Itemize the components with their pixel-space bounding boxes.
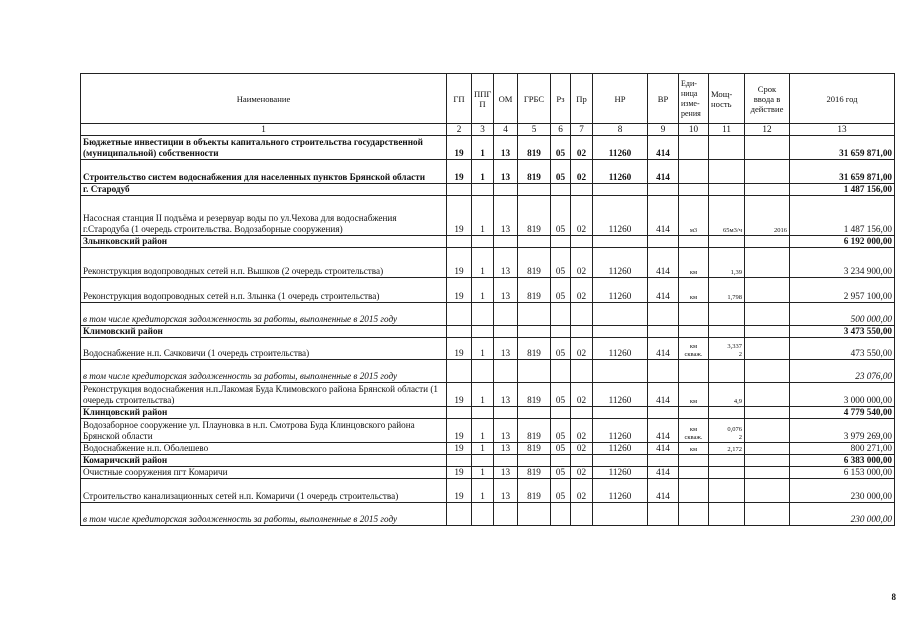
row-name: Реконструкция водоснабжения н.п.Лакомая Буда Климовского района Брянской области (1 очередь строительства) — [81, 383, 447, 407]
cell-term — [745, 160, 790, 184]
cell-nr — [593, 407, 648, 419]
cell-gp: 19 — [447, 467, 472, 479]
table-row — [81, 236, 895, 248]
cell-grbs: 819 — [518, 248, 551, 278]
cell-ppg: 1 — [472, 136, 494, 160]
cell-vr — [648, 236, 679, 248]
cell-pr — [571, 326, 593, 338]
cell-vr: 414 — [648, 419, 679, 443]
page-number: 8 — [891, 592, 896, 602]
budget-table — [80, 73, 895, 526]
table-body — [81, 136, 895, 526]
table-row — [81, 184, 895, 196]
cell-ppg — [472, 407, 494, 419]
cell-term — [745, 455, 790, 467]
cell-term — [745, 383, 790, 407]
column-number: 11 — [709, 124, 745, 136]
cell-grbs: 819 — [518, 196, 551, 236]
cell-power: 2,172 — [709, 443, 745, 455]
cell-unit — [679, 326, 709, 338]
cell-rz: 05 — [551, 467, 571, 479]
cell-sum: 6 192 000,00 — [790, 236, 895, 248]
row-name: Водозаборное сооружение ул. Плауновка в н.п. Смотрова Буда Клинцовского района Брянской области — [81, 419, 447, 443]
cell-om — [494, 360, 518, 383]
cell-sum: 31 659 871,00 — [790, 160, 895, 184]
table-row — [81, 303, 895, 326]
cell-pr: 02 — [571, 479, 593, 503]
row-name: в том числе кредиторская задолженность за работы, выполненные в 2015 году — [81, 503, 447, 526]
cell-power: 0,076 2 — [709, 419, 745, 443]
cell-rz: 05 — [551, 248, 571, 278]
cell-sum: 4 779 540,00 — [790, 407, 895, 419]
col-om-header: ОМ — [494, 74, 518, 124]
cell-sum: 473 550,00 — [790, 338, 895, 360]
cell-ppg: 1 — [472, 196, 494, 236]
cell-term — [745, 407, 790, 419]
cell-grbs — [518, 303, 551, 326]
row-name: Реконструкция водопроводных сетей н.п. Вышков (2 очередь строительства) — [81, 248, 447, 278]
cell-rz — [551, 455, 571, 467]
table-row — [81, 383, 895, 407]
table-row — [81, 360, 895, 383]
cell-pr: 02 — [571, 443, 593, 455]
col-ppg-header: ППГ П — [472, 74, 494, 124]
cell-gp — [447, 236, 472, 248]
cell-grbs: 819 — [518, 467, 551, 479]
cell-om: 13 — [494, 419, 518, 443]
row-name: Клинцовский район — [81, 407, 447, 419]
cell-ppg: 1 — [472, 338, 494, 360]
column-number: 9 — [648, 124, 679, 136]
cell-pr — [571, 455, 593, 467]
cell-unit — [679, 467, 709, 479]
cell-nr: 11260 — [593, 160, 648, 184]
cell-om: 13 — [494, 443, 518, 455]
cell-power — [709, 407, 745, 419]
cell-gp: 19 — [447, 338, 472, 360]
cell-pr — [571, 407, 593, 419]
cell-pr — [571, 303, 593, 326]
table-row — [81, 407, 895, 419]
cell-ppg — [472, 236, 494, 248]
col-unit-header: Еди- ница изме- рения — [679, 74, 709, 124]
col-power-header: Мощ- ность — [709, 74, 745, 124]
cell-nr — [593, 455, 648, 467]
row-name: г. Стародуб — [81, 184, 447, 196]
cell-vr: 414 — [648, 443, 679, 455]
cell-sum: 23 076,00 — [790, 360, 895, 383]
cell-ppg: 1 — [472, 443, 494, 455]
cell-pr: 02 — [571, 383, 593, 407]
column-number: 13 — [790, 124, 895, 136]
cell-power — [709, 455, 745, 467]
table-row — [81, 248, 895, 278]
cell-ppg: 1 — [472, 419, 494, 443]
cell-gp — [447, 455, 472, 467]
cell-vr: 414 — [648, 278, 679, 303]
row-name: в том числе кредиторская задолженность за работы, выполненные в 2015 году — [81, 360, 447, 383]
cell-power — [709, 467, 745, 479]
cell-sum: 3 979 269,00 — [790, 419, 895, 443]
cell-unit — [679, 303, 709, 326]
cell-unit: км — [679, 278, 709, 303]
cell-nr: 11260 — [593, 278, 648, 303]
col-year-header: 2016 год — [790, 74, 895, 124]
cell-power: 65м3/ч — [709, 196, 745, 236]
cell-nr: 11260 — [593, 338, 648, 360]
cell-grbs — [518, 407, 551, 419]
cell-nr: 11260 — [593, 136, 648, 160]
cell-grbs: 819 — [518, 443, 551, 455]
cell-rz: 05 — [551, 196, 571, 236]
cell-pr — [571, 184, 593, 196]
cell-unit — [679, 160, 709, 184]
header-row — [81, 74, 895, 124]
cell-ppg: 1 — [472, 160, 494, 184]
cell-nr — [593, 236, 648, 248]
col-gp-header: ГП — [447, 74, 472, 124]
table-row — [81, 338, 895, 360]
cell-rz: 05 — [551, 136, 571, 160]
cell-grbs — [518, 503, 551, 526]
cell-gp: 19 — [447, 136, 472, 160]
cell-power — [709, 303, 745, 326]
row-name: Строительство канализационных сетей н.п. Комаричи (1 очередь строительства) — [81, 479, 447, 503]
cell-gp — [447, 303, 472, 326]
col-nr-header: НР — [593, 74, 648, 124]
row-name: Строительство систем водоснабжения для населенных пунктов Брянской области — [81, 160, 447, 184]
cell-om — [494, 503, 518, 526]
cell-rz — [551, 407, 571, 419]
cell-term — [745, 136, 790, 160]
cell-term: 2016 — [745, 196, 790, 236]
row-name: в том числе кредиторская задолженность за работы, выполненные в 2015 году — [81, 303, 447, 326]
column-number: 10 — [679, 124, 709, 136]
cell-om: 13 — [494, 338, 518, 360]
column-number: 7 — [571, 124, 593, 136]
cell-vr: 414 — [648, 383, 679, 407]
cell-vr: 414 — [648, 479, 679, 503]
cell-gp — [447, 184, 472, 196]
row-name: Бюджетные инвестиции в объекты капитального строительства государственной (муниципальной) собственности — [81, 136, 447, 160]
col-rz-header: Рз — [551, 74, 571, 124]
cell-power — [709, 136, 745, 160]
cell-sum: 1 487 156,00 — [790, 196, 895, 236]
cell-vr — [648, 184, 679, 196]
cell-term — [745, 338, 790, 360]
cell-vr: 414 — [648, 160, 679, 184]
cell-grbs — [518, 236, 551, 248]
table-row — [81, 503, 895, 526]
cell-ppg — [472, 184, 494, 196]
cell-vr — [648, 303, 679, 326]
cell-pr: 02 — [571, 160, 593, 184]
cell-unit: км скваж. — [679, 338, 709, 360]
cell-power — [709, 160, 745, 184]
cell-grbs — [518, 326, 551, 338]
cell-grbs: 819 — [518, 479, 551, 503]
cell-pr — [571, 503, 593, 526]
table-row — [81, 443, 895, 455]
row-name: Насосная станция II подъёма и резервуар воды по ул.Чехова для водоснабжения г.Стародуба (1 очередь строительства. Водозаборные сооружения) — [81, 196, 447, 236]
cell-vr — [648, 326, 679, 338]
cell-rz: 05 — [551, 338, 571, 360]
cell-power: 1,798 — [709, 278, 745, 303]
cell-rz: 05 — [551, 443, 571, 455]
cell-om: 13 — [494, 278, 518, 303]
cell-pr: 02 — [571, 248, 593, 278]
cell-om — [494, 184, 518, 196]
column-number: 12 — [745, 124, 790, 136]
cell-power: 1,39 — [709, 248, 745, 278]
cell-sum: 3 234 900,00 — [790, 248, 895, 278]
cell-grbs — [518, 184, 551, 196]
cell-vr: 414 — [648, 248, 679, 278]
cell-ppg: 1 — [472, 467, 494, 479]
cell-term — [745, 184, 790, 196]
cell-sum: 230 000,00 — [790, 479, 895, 503]
cell-nr: 11260 — [593, 467, 648, 479]
cell-power: 4,9 — [709, 383, 745, 407]
cell-rz: 05 — [551, 160, 571, 184]
cell-ppg: 1 — [472, 383, 494, 407]
cell-sum: 6 383 000,00 — [790, 455, 895, 467]
cell-sum: 230 000,00 — [790, 503, 895, 526]
row-name: Очистные сооружения пгт Комаричи — [81, 467, 447, 479]
cell-power — [709, 479, 745, 503]
cell-unit — [679, 184, 709, 196]
cell-gp — [447, 326, 472, 338]
cell-rz — [551, 236, 571, 248]
cell-nr: 11260 — [593, 383, 648, 407]
col-grbs-header: ГРБС — [518, 74, 551, 124]
cell-unit: м3 — [679, 196, 709, 236]
cell-gp: 19 — [447, 196, 472, 236]
cell-om — [494, 455, 518, 467]
cell-om — [494, 303, 518, 326]
cell-vr — [648, 360, 679, 383]
cell-gp: 19 — [447, 419, 472, 443]
cell-sum: 3 000 000,00 — [790, 383, 895, 407]
cell-nr — [593, 503, 648, 526]
cell-grbs: 819 — [518, 160, 551, 184]
table-row — [81, 479, 895, 503]
cell-gp — [447, 407, 472, 419]
col-pr-header: Пр — [571, 74, 593, 124]
cell-term — [745, 248, 790, 278]
cell-gp: 19 — [447, 479, 472, 503]
cell-unit — [679, 503, 709, 526]
cell-gp: 19 — [447, 278, 472, 303]
cell-sum: 3 473 550,00 — [790, 326, 895, 338]
cell-grbs: 819 — [518, 419, 551, 443]
row-name: Климовский район — [81, 326, 447, 338]
cell-term — [745, 443, 790, 455]
cell-ppg — [472, 303, 494, 326]
cell-term — [745, 467, 790, 479]
cell-unit: км скваж. — [679, 419, 709, 443]
cell-pr: 02 — [571, 136, 593, 160]
cell-sum: 800 271,00 — [790, 443, 895, 455]
cell-unit — [679, 455, 709, 467]
cell-rz — [551, 503, 571, 526]
cell-nr: 11260 — [593, 479, 648, 503]
row-name: Водоснабжение н.п. Сачковичи (1 очередь строительства) — [81, 338, 447, 360]
column-numbers-row — [81, 124, 895, 136]
cell-gp — [447, 503, 472, 526]
column-number: 6 — [551, 124, 571, 136]
cell-grbs — [518, 360, 551, 383]
cell-grbs: 819 — [518, 278, 551, 303]
cell-pr: 02 — [571, 467, 593, 479]
column-number: 8 — [593, 124, 648, 136]
cell-om — [494, 407, 518, 419]
cell-rz — [551, 184, 571, 196]
cell-ppg: 1 — [472, 479, 494, 503]
cell-pr: 02 — [571, 419, 593, 443]
cell-vr — [648, 503, 679, 526]
cell-rz: 05 — [551, 479, 571, 503]
cell-power — [709, 360, 745, 383]
cell-vr: 414 — [648, 196, 679, 236]
cell-grbs: 819 — [518, 338, 551, 360]
cell-unit — [679, 479, 709, 503]
cell-unit: км — [679, 383, 709, 407]
cell-pr — [571, 236, 593, 248]
cell-unit — [679, 360, 709, 383]
cell-sum: 31 659 871,00 — [790, 136, 895, 160]
cell-pr: 02 — [571, 196, 593, 236]
cell-sum: 2 957 100,00 — [790, 278, 895, 303]
cell-gp: 19 — [447, 160, 472, 184]
cell-power — [709, 236, 745, 248]
cell-nr: 11260 — [593, 419, 648, 443]
row-name: Реконструкция водопроводных сетей н.п. Злынка (1 очередь строительства) — [81, 278, 447, 303]
column-number: 1 — [81, 124, 447, 136]
cell-rz: 05 — [551, 419, 571, 443]
table-row — [81, 160, 895, 184]
table-row — [81, 278, 895, 303]
cell-ppg: 1 — [472, 248, 494, 278]
cell-vr: 414 — [648, 338, 679, 360]
cell-ppg — [472, 360, 494, 383]
cell-nr — [593, 184, 648, 196]
cell-term — [745, 278, 790, 303]
cell-sum: 1 487 156,00 — [790, 184, 895, 196]
row-name: Злынковский район — [81, 236, 447, 248]
cell-pr: 02 — [571, 338, 593, 360]
cell-gp: 19 — [447, 443, 472, 455]
col-vr-header: ВР — [648, 74, 679, 124]
cell-grbs: 819 — [518, 383, 551, 407]
cell-rz: 05 — [551, 278, 571, 303]
row-name: Комаричский район — [81, 455, 447, 467]
cell-rz — [551, 326, 571, 338]
cell-unit: км — [679, 443, 709, 455]
cell-rz — [551, 360, 571, 383]
column-number: 2 — [447, 124, 472, 136]
cell-om: 13 — [494, 196, 518, 236]
table-row — [81, 136, 895, 160]
cell-sum: 6 153 000,00 — [790, 467, 895, 479]
cell-om — [494, 236, 518, 248]
cell-grbs — [518, 455, 551, 467]
col-name-header: Наименование — [81, 74, 447, 124]
cell-power — [709, 503, 745, 526]
cell-power — [709, 184, 745, 196]
cell-term — [745, 303, 790, 326]
cell-om: 13 — [494, 383, 518, 407]
cell-term — [745, 503, 790, 526]
cell-unit: км — [679, 248, 709, 278]
cell-term — [745, 236, 790, 248]
cell-om: 13 — [494, 160, 518, 184]
cell-om — [494, 326, 518, 338]
cell-unit — [679, 236, 709, 248]
cell-om: 13 — [494, 136, 518, 160]
cell-gp: 19 — [447, 248, 472, 278]
cell-term — [745, 326, 790, 338]
cell-unit — [679, 407, 709, 419]
column-number: 3 — [472, 124, 494, 136]
cell-nr — [593, 303, 648, 326]
column-number: 4 — [494, 124, 518, 136]
cell-pr — [571, 360, 593, 383]
row-name: Водоснабжение н.п. Оболешево — [81, 443, 447, 455]
cell-ppg — [472, 455, 494, 467]
column-number: 5 — [518, 124, 551, 136]
cell-nr: 11260 — [593, 248, 648, 278]
cell-nr — [593, 360, 648, 383]
cell-term — [745, 419, 790, 443]
table-row — [81, 455, 895, 467]
cell-vr: 414 — [648, 467, 679, 479]
cell-power — [709, 326, 745, 338]
cell-rz: 05 — [551, 383, 571, 407]
cell-ppg: 1 — [472, 278, 494, 303]
table-row — [81, 196, 895, 236]
cell-power: 3,337 2 — [709, 338, 745, 360]
cell-gp: 19 — [447, 383, 472, 407]
cell-ppg — [472, 326, 494, 338]
cell-ppg — [472, 503, 494, 526]
table-row — [81, 326, 895, 338]
cell-sum: 500 000,00 — [790, 303, 895, 326]
cell-pr: 02 — [571, 278, 593, 303]
cell-vr — [648, 455, 679, 467]
cell-nr: 11260 — [593, 443, 648, 455]
cell-nr: 11260 — [593, 196, 648, 236]
table-row — [81, 419, 895, 443]
cell-term — [745, 360, 790, 383]
cell-om: 13 — [494, 467, 518, 479]
table-row — [81, 467, 895, 479]
cell-vr — [648, 407, 679, 419]
cell-om: 13 — [494, 479, 518, 503]
cell-nr — [593, 326, 648, 338]
cell-grbs: 819 — [518, 136, 551, 160]
cell-gp — [447, 360, 472, 383]
cell-vr: 414 — [648, 136, 679, 160]
cell-rz — [551, 303, 571, 326]
cell-unit — [679, 136, 709, 160]
cell-term — [745, 479, 790, 503]
col-term-header: Срок ввода в действие — [745, 74, 790, 124]
cell-om: 13 — [494, 248, 518, 278]
